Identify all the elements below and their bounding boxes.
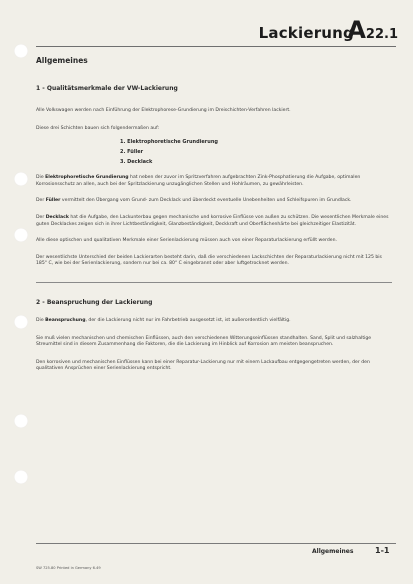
section2-title: 2 - Beanspruchung der Lackierung — [36, 298, 153, 306]
layer-list — [36, 137, 392, 167]
bold-term: Elektrophoretische Grundierung — [45, 175, 129, 181]
page-header — [36, 14, 398, 44]
section2-paragraph-1 — [36, 318, 392, 325]
bold-term: Decklack — [45, 214, 69, 220]
section1-paragraph-3 — [36, 175, 392, 188]
text-span: Die — [36, 175, 46, 181]
text-span: hat neben der zuvor im Spritzverfahren aufgebrachten Zink-Phosphatierung die Aufgabe, optimalen Korrosionsschutz an allen, auch bei der Spritzlackierung unzugänglichen Stellen und Hohlräumen, zu gewährleisten. — [36, 175, 361, 187]
section1-paragraph-6: Alle diese optischen und qualitativen Merkmale einer Serienlackierung müssen auch von einer Reparaturlackierung erfüllt werden. — [36, 238, 337, 244]
text-span: vermittelt den Übergang vom Grund- zum Decklack und überdeckt eventuelle Unebenheiten und Schleifspuren im Grundlack. — [60, 198, 352, 204]
punch-hole — [14, 172, 28, 186]
punch-hole — [14, 315, 28, 329]
page-content — [36, 56, 392, 373]
page-title: Lackierung — [258, 24, 354, 42]
header-rule — [36, 46, 396, 47]
section-code-letter: A — [347, 16, 366, 44]
layer-item: 1. Elektrophoretische Grundierung — [120, 139, 218, 146]
punch-hole — [14, 228, 28, 242]
punch-hole — [14, 414, 28, 428]
section1-paragraph-2: Diese drei Schichten bauen sich folgendermaßen auf: — [36, 125, 160, 131]
heading-general: Allgemeines — [36, 56, 88, 65]
text-span: , der die Lackierung nicht nur im Fahrbetrieb ausgesetzt ist, ist außerordentlich vielfältig. — [85, 317, 291, 323]
bold-term: Beanspruchung — [45, 317, 86, 323]
text-span: Der — [36, 214, 46, 220]
section1-paragraph-7: Der wesentlichste Unterschied der beiden Lackierarten besteht darin, daß die verschiedenen Lackschichten der Reparaturlackierung nicht mit 125 bis 185° C, wie bei der Serienlackierung, sondern nur bei ca. 80° C eingebrannt oder aber luftgetrocknet werden. — [36, 254, 382, 267]
layer-item: 3. Decklack — [120, 159, 153, 166]
section2-paragraph-2: Sie muß vielen mechanischen und chemischen Einflüssen, auch den verschiedenen Witterungseinflüssen standhalten. Sand, Split und salzhaltige Streumittel sind in diesem Zusammenhang die Faktoren, die die Lackierung im Hinblick auf Korrosion am meisten beanspruchen. — [36, 335, 372, 348]
footer-section-label: Allgemeines — [312, 548, 354, 555]
punch-hole — [14, 44, 28, 58]
layer-item: 2. Füller — [120, 149, 144, 156]
section-divider — [36, 282, 392, 283]
text-span: hat die Aufgabe, den Lackunterbau gegen mechanische und korrosive Einflüsse von außen zu schützen. Die wesentlichen Merkmale eines guten Decklackes zeigen sich in ihrer Lichtbeständigkeit, Glanzbeständigkeit, Deckkraft und Oberflächenhärte bei gleichzeitiger Elastizität. — [36, 214, 389, 227]
bold-term: Füller — [45, 198, 61, 204]
page-number: 1-1 — [375, 546, 390, 555]
section2-paragraph-3: Den korrosiven und mechanischen Einflüssen kann bei einer Reparatur-Lackierung nur mit einem Lackaufbau entgegengetreten werden, der den qualitativen Ansprüchen einer Serienlackierung entspricht. — [36, 359, 370, 372]
section1-paragraph-4 — [36, 198, 392, 205]
section1-paragraph-1: Alle Volkswagen werden nach Einführung der Elektrophorese-Grundierung im Dreischichten-Verfahren lackiert. — [36, 108, 291, 113]
section1-title: 1 - Qualitätsmerkmale der VW-Lackierung — [36, 85, 178, 92]
print-info: SW 725.80 Printed in Germany 6.49 — [36, 566, 101, 570]
footer-rule — [36, 543, 396, 544]
punch-hole — [14, 470, 28, 484]
text-span: Der — [36, 198, 46, 204]
section1-paragraph-5 — [36, 215, 392, 228]
section-code-number: 22.1 — [365, 27, 398, 42]
text-span: Die — [36, 317, 46, 323]
section-code — [347, 16, 398, 44]
